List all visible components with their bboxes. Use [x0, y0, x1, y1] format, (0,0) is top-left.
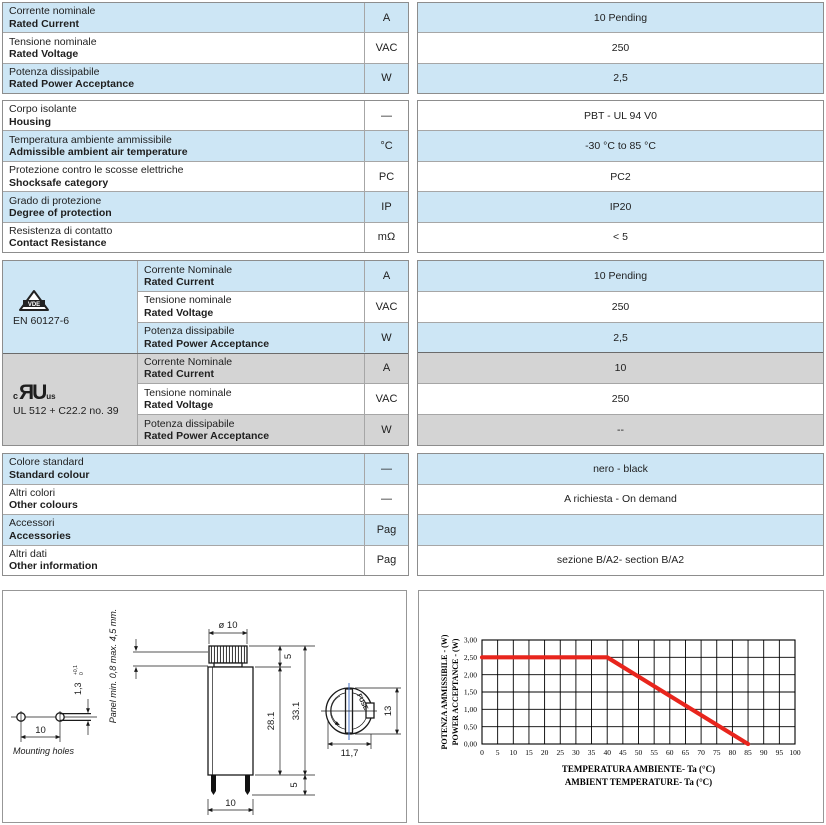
spec-label [138, 415, 364, 445]
unit-cell: VAC [364, 292, 408, 322]
spec-label [3, 3, 364, 32]
value-cell: sezione B/A2- section B/A2 [418, 545, 823, 576]
vde-logo-cell [3, 261, 137, 353]
body-height-dim: 28.1 [266, 711, 277, 731]
label-italian: Corrente Nominale [144, 263, 233, 276]
table-row [3, 222, 408, 252]
value-cell: IP20 [418, 191, 823, 221]
other-values-table [417, 453, 824, 576]
label-english: Degree of protection [9, 206, 112, 219]
x-tick-label: 65 [681, 748, 690, 757]
table-row [138, 383, 408, 414]
slot-tolerance-top: +0,1 [73, 665, 79, 675]
value-cell: -- [418, 414, 823, 445]
y-tick-label: 0,50 [463, 722, 477, 732]
ul-rows [137, 354, 408, 446]
table-row [3, 101, 408, 130]
label-english: Contact Resistance [9, 237, 107, 250]
label-italian: Corrente nominale [9, 5, 96, 18]
ul-logo-icon [13, 382, 137, 403]
vde-standard-label: EN 60127-6 [13, 314, 70, 327]
ul-standard-label: UL 512 + C22.2 no. 39 [13, 404, 119, 417]
table-row [3, 454, 408, 484]
table-row [3, 514, 408, 545]
panel-thickness-note: Panel min. 0,8 max. 4,5 mm. [108, 608, 118, 724]
unit-cell: mΩ [364, 223, 408, 252]
label-italian: Grado di protezione [9, 194, 102, 207]
table-row [3, 63, 408, 93]
x-tick-label: 15 [525, 748, 533, 757]
x-tick-label: 5 [495, 748, 500, 757]
label-italian: Temperatura ambiente ammissibile [9, 133, 172, 146]
x-tick-label: 25 [556, 748, 564, 757]
table-row [3, 32, 408, 62]
spec-label [138, 323, 364, 353]
x-tick-label: 90 [759, 748, 768, 757]
derating-chart [419, 591, 823, 822]
unit-cell: W [364, 323, 408, 353]
technical-drawing-panel [2, 590, 407, 823]
label-english: Admissible ambient air temperature [9, 146, 188, 159]
table-row [138, 414, 408, 445]
spec-label [3, 515, 364, 545]
label-italian: Accessori [9, 517, 55, 530]
unit-cell: — [364, 454, 408, 484]
y-tick-label: 1,50 [463, 687, 477, 697]
table-row [3, 130, 408, 160]
y-tick-label: 2,50 [463, 653, 477, 663]
certifications-values-table [417, 260, 824, 446]
label-english: Other information [9, 560, 98, 573]
spec-label [3, 454, 364, 484]
value-cell: nero - black [418, 454, 823, 484]
x-tick-label: 80 [728, 748, 737, 757]
value-cell: 2,5 [418, 63, 823, 93]
top-view [321, 683, 401, 759]
label-english: Rated Current [9, 17, 80, 30]
spec-label [138, 292, 364, 322]
front-height-dim: 13 [383, 705, 394, 717]
unit-cell: A [364, 261, 408, 291]
x-tick-label: 10 [509, 748, 518, 757]
unit-cell: W [364, 415, 408, 445]
technical-drawing [3, 591, 406, 822]
x-axis-label: AMBIENT TEMPERATURE- Ta (°C) [564, 777, 713, 787]
spec-label [3, 131, 364, 160]
x-tick-label: 95 [775, 748, 784, 757]
derating-curve [482, 657, 748, 744]
label-italian: Corrente Nominale [144, 356, 233, 369]
label-italian: Altri colori [9, 486, 56, 499]
x-tick-label: 60 [666, 748, 674, 757]
x-tick-label: 20 [540, 748, 549, 757]
value-cell: PC2 [418, 161, 823, 191]
value-cell: 250 [418, 291, 823, 322]
y-axis-label: POTENZA AMMISSIBILE - (W) [440, 634, 449, 750]
x-tick-label: 35 [587, 748, 596, 757]
x-tick-label: 75 [713, 748, 721, 757]
value-cell: PBT - UL 94 V0 [418, 101, 823, 130]
unit-cell: Pag [364, 546, 408, 576]
label-italian: Corpo isolante [9, 103, 77, 116]
x-axis-label: TEMPERATURA AMBIENTE- Ta (°C) [561, 764, 716, 774]
mounting-holes-view [11, 665, 97, 756]
label-italian: Tensione nominale [144, 294, 232, 307]
unit-cell: A [364, 354, 408, 384]
ul-certification-block [3, 353, 408, 446]
label-english: Other colours [9, 499, 78, 512]
spec-label [3, 223, 364, 252]
label-italian: Tensione nominale [9, 35, 97, 48]
y-tick-label: 3,00 [463, 635, 477, 645]
label-english: Rated Power Acceptance [144, 337, 270, 350]
spec-label [138, 354, 364, 384]
table-row [3, 3, 408, 32]
unit-cell: IP [364, 192, 408, 221]
label-english: Accessories [9, 529, 71, 542]
left-terminal [211, 775, 216, 795]
x-tick-label: 40 [603, 748, 611, 757]
slot-tolerance-bottom: 0 [79, 672, 85, 675]
front-width-dim: 11,7 [340, 748, 359, 759]
label-italian: Resistenza di contatto [9, 224, 113, 237]
label-italian: Potenza dissipabile [144, 417, 235, 430]
table-row [138, 261, 408, 291]
value-cell: 250 [418, 383, 823, 414]
label-english: Shocksafe category [9, 176, 109, 189]
table-row [3, 484, 408, 515]
value-cell: A richiesta - On demand [418, 484, 823, 515]
unit-cell: Pag [364, 515, 408, 545]
label-italian: Protezione contro le scosse elettriche [9, 164, 184, 177]
unit-cell: VAC [364, 384, 408, 414]
label-italian: Potenza dissipabile [9, 65, 100, 78]
unit-cell: PC [364, 162, 408, 191]
label-english: Rated Voltage [9, 47, 79, 60]
value-cell: < 5 [418, 222, 823, 252]
cap-diameter-dim: ø 10 [218, 620, 238, 631]
holes-spacing-dim: 10 [35, 725, 46, 736]
y-axis-label: POWER ACCEPTANCE - (W) [451, 638, 460, 746]
ul-logo-suffix: us [46, 391, 56, 401]
y-tick-label: 1,00 [463, 705, 477, 715]
ul-logo-cell [3, 354, 137, 446]
other-table [2, 453, 409, 576]
spec-label [3, 546, 364, 576]
value-cell: 2,5 [418, 322, 823, 353]
x-tick-label: 45 [619, 748, 627, 757]
x-tick-label: 70 [697, 748, 705, 757]
label-italian: Altri dati [9, 547, 47, 560]
table-row [3, 161, 408, 191]
ul-logo-prefix: c [13, 390, 19, 401]
x-tick-label: 100 [789, 748, 801, 757]
vde-logo-text: VDE [27, 301, 41, 308]
value-cell: 10 [418, 352, 823, 383]
label-italian: Potenza dissipabile [144, 325, 235, 338]
label-english: Housing [9, 115, 51, 128]
spec-label [3, 192, 364, 221]
value-cell: 10 Pending [418, 261, 823, 291]
unit-cell: A [364, 3, 408, 32]
spec-label [3, 64, 364, 93]
label-english: Rated Voltage [144, 399, 214, 412]
lead-height-dim: 5 [289, 782, 300, 788]
spec-label [3, 485, 364, 515]
label-italian: Tensione nominale [144, 386, 232, 399]
y-tick-label: 2,00 [463, 670, 477, 680]
value-cell: -30 °C to 85 °C [418, 130, 823, 160]
total-height-dim: 33.1 [291, 701, 302, 721]
label-english: Rated Power Acceptance [144, 430, 270, 443]
table-row [3, 191, 408, 221]
x-tick-label: 55 [650, 748, 658, 757]
table-row [138, 354, 408, 384]
unit-cell: — [364, 485, 408, 515]
table-row [138, 291, 408, 322]
ratings-values-table [417, 2, 824, 94]
fuse-label: FUSE [355, 692, 370, 712]
value-cell: 10 Pending [418, 3, 823, 32]
spec-label [138, 384, 364, 414]
certifications-table [2, 260, 409, 446]
x-tick-label: 50 [634, 748, 643, 757]
x-tick-label: 30 [572, 748, 580, 757]
general-values-table [417, 100, 824, 253]
spec-label [3, 101, 364, 130]
spec-label [3, 162, 364, 191]
label-english: Rated Current [144, 275, 215, 288]
unit-cell: — [364, 101, 408, 130]
table-row [138, 322, 408, 353]
label-english: Rated Current [144, 368, 215, 381]
ratings-table [2, 2, 409, 94]
side-view [208, 620, 315, 815]
y-tick-label: 0,00 [463, 739, 477, 749]
unit-cell: VAC [364, 33, 408, 62]
mounting-holes-label: Mounting holes [13, 746, 75, 756]
spec-label [3, 33, 364, 62]
x-tick-label: 0 [480, 748, 484, 757]
value-cell [418, 514, 823, 545]
spec-label [138, 261, 364, 291]
right-terminal [245, 775, 250, 795]
base-width-dim: 10 [225, 798, 236, 809]
label-english: Rated Power Acceptance [9, 78, 135, 91]
unit-cell: °C [364, 131, 408, 160]
vde-rows [137, 261, 408, 353]
label-english: Standard colour [9, 468, 90, 481]
unit-cell: W [364, 64, 408, 93]
label-italian: Colore standard [9, 456, 84, 469]
slot-width-dim: 1,3 [73, 682, 83, 695]
x-tick-label: 85 [744, 748, 752, 757]
cap-height-dim: 5 [283, 653, 294, 660]
vde-certification-block [3, 261, 408, 353]
value-cell: 250 [418, 32, 823, 62]
label-english: Rated Voltage [144, 306, 214, 319]
table-row [3, 545, 408, 576]
general-table [2, 100, 409, 253]
ul-logo-mark: ЯU [19, 380, 46, 404]
vde-logo-icon [13, 287, 55, 313]
derating-chart-panel [418, 590, 824, 823]
